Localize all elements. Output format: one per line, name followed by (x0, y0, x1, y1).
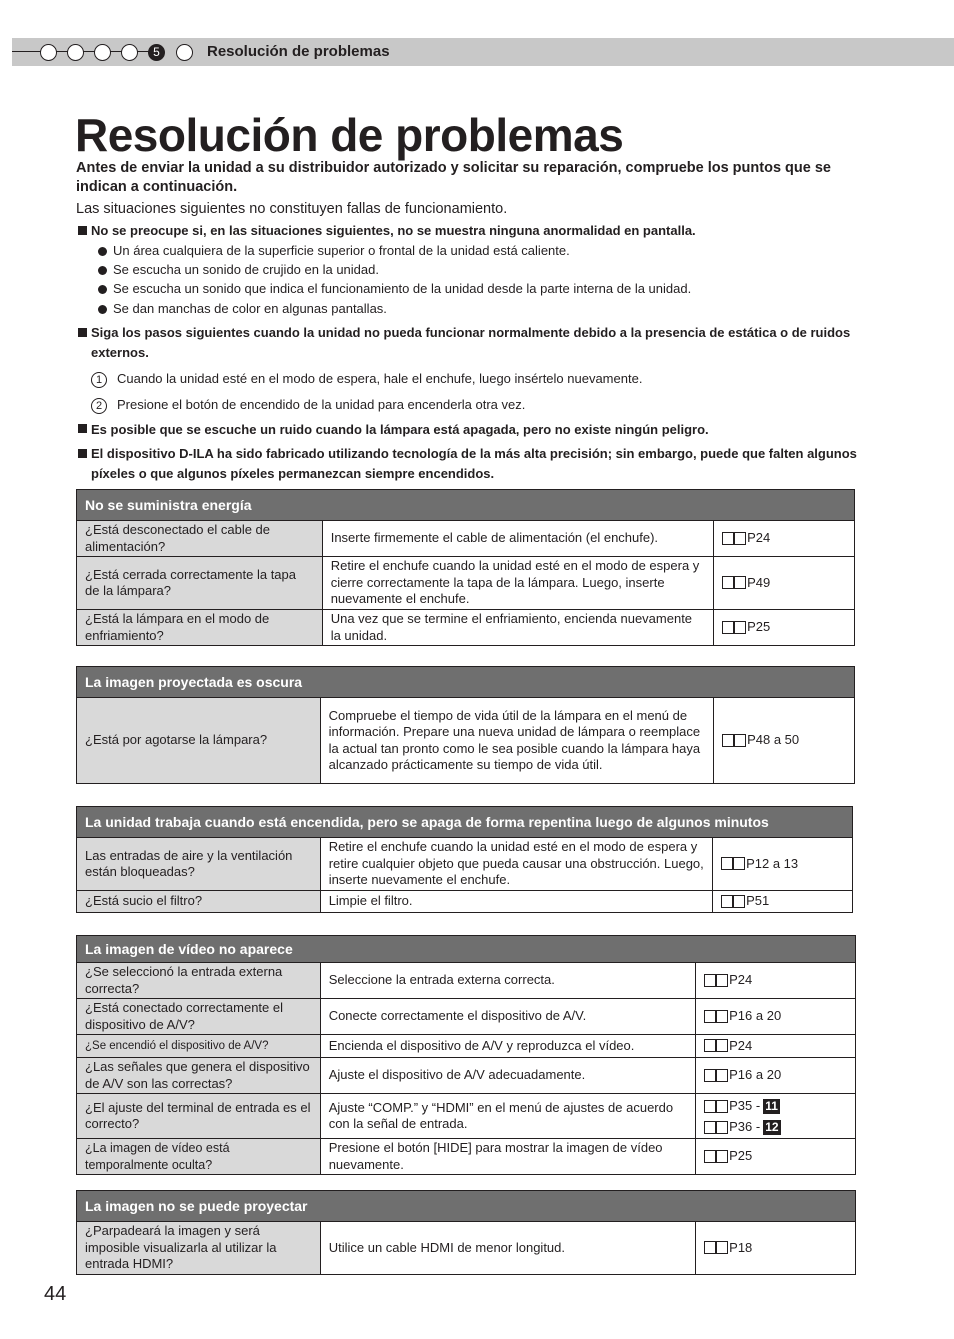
round-bullet-icon (98, 305, 107, 314)
step-number: 1 (91, 372, 107, 388)
table-row (77, 521, 855, 557)
reference-cell (714, 557, 855, 610)
page-reference: P25 (729, 1148, 753, 1164)
table-row (77, 1222, 856, 1275)
table-row (77, 698, 855, 784)
square-bullet-icon (78, 424, 87, 433)
problem-cell: ¿Se seleccionó la entrada externa correcta? (77, 963, 321, 999)
problem-cell: ¿Está conectado correctamente el dispositivo de A/V? (77, 999, 321, 1035)
solution-cell: Ajuste “COMP.” y “HDMI” en el menú de ajustes de acuerdo con la señal de entrada. (320, 1094, 695, 1139)
book-icon (704, 1121, 728, 1133)
problem-cell: ¿Está cerrada correctamente la tapa de la lámpara? (77, 557, 323, 610)
book-icon (704, 1010, 728, 1022)
reference-cell (696, 999, 856, 1035)
step-text: Cuando la unidad esté en el modo de espera, hale el enchufe, luego insértelo nuevamente. (117, 371, 643, 386)
reference-cell (713, 838, 853, 891)
page-reference: P51 (746, 893, 770, 909)
problem-cell: ¿El ajuste del terminal de entrada es el correcto? (77, 1094, 321, 1139)
table-row (77, 963, 856, 999)
table-row (77, 1035, 856, 1058)
note-4: El dispositivo D-ILA ha sido fabricado utilizando tecnología de la más alta precisión; sin embargo, puede que falten algunos píxeles o que algunos píxeles permanezcan siempre encendidos. (91, 446, 857, 481)
book-icon (704, 1069, 728, 1081)
table-row (77, 610, 855, 646)
table-heading: La unidad trabaja cuando está encendida, pero se apaga de forma repentina luego de algunos minutos (77, 807, 853, 838)
page-reference: P24 (747, 530, 771, 546)
book-icon (704, 1100, 728, 1112)
note-3: Es posible que se escuche un ruido cuando la lámpara está apagada, pero no existe ningún peligro. (91, 422, 709, 437)
header-rule (12, 51, 162, 52)
chapter-dot-4 (121, 44, 138, 61)
square-bullet-icon (78, 449, 87, 458)
table-row (77, 1094, 856, 1139)
solution-cell: Utilice un cable HDMI de menor longitud. (320, 1222, 695, 1275)
problem-cell: ¿Está la lámpara en el modo de enfriamiento? (77, 610, 323, 646)
step-number: 2 (91, 398, 107, 414)
page-reference: P16 a 20 (729, 1067, 782, 1083)
solution-cell: Retire el enchufe cuando la unidad esté en el modo de espera y cierre correctamente la tapa de la lámpara. Luego, inserte nuevamente el enchufe. (322, 557, 713, 610)
page-reference: P48 a 50 (747, 732, 800, 748)
reference-cell (714, 521, 855, 557)
table-row (77, 999, 856, 1035)
problem-cell: ¿Las señales que genera el dispositivo de A/V son las correctas? (77, 1058, 321, 1094)
table-row (77, 838, 853, 891)
menu-badge: 12 (765, 1120, 779, 1134)
troubleshooting-table-power (76, 489, 855, 646)
solution-cell: Conecte correctamente el dispositivo de A/V. (320, 999, 695, 1035)
note-1-item: Un área cualquiera de la superficie superior o frontal de la unidad está caliente. (113, 243, 570, 258)
menu-badge: 11 (765, 1099, 778, 1113)
solution-cell: Inserte firmemente el cable de alimentación (el enchufe). (322, 521, 713, 557)
book-icon (704, 974, 728, 986)
round-bullet-icon (98, 247, 107, 256)
table-heading: La imagen proyectada es oscura (77, 667, 855, 698)
table-heading: La imagen no se puede proyectar (77, 1191, 856, 1222)
reference-cell (714, 610, 855, 646)
chapter-dot-6 (176, 44, 193, 61)
table-heading: La imagen de vídeo no aparece (77, 936, 856, 963)
problem-cell: ¿Parpadeará la imagen y será imposible visualizarla al utilizar la entrada HDMI? (77, 1222, 321, 1275)
book-icon (722, 576, 746, 588)
page-reference: P12 a 13 (746, 855, 799, 871)
page-reference: P49 (747, 574, 771, 590)
troubleshooting-table-no-video (76, 935, 856, 1175)
note-1: No se preocupe si, en las situaciones siguientes, no se muestra ninguna anormalidad en pantalla. (91, 223, 696, 238)
chapter-dot-3 (94, 44, 111, 61)
page-reference: P16 a 20 (729, 1008, 782, 1024)
page-reference: P18 (729, 1239, 753, 1255)
book-icon (722, 532, 746, 544)
book-icon (721, 857, 745, 869)
square-bullet-icon (78, 328, 87, 337)
book-icon (722, 621, 746, 633)
round-bullet-icon (98, 266, 107, 275)
reference-cell (714, 698, 855, 784)
reference-cell (713, 891, 853, 913)
page-reference: P24 (729, 972, 753, 988)
section-title: Resolución de problemas (207, 43, 390, 60)
page-reference: P25 (747, 619, 771, 635)
chapter-dot-current: 5 (148, 44, 165, 61)
reference-cell (696, 1222, 856, 1275)
reference-cell (696, 1058, 856, 1094)
solution-cell: Encienda el dispositivo de A/V y reproduzca el vídeo. (320, 1035, 695, 1058)
troubleshooting-table-shutdown (76, 806, 853, 913)
problem-cell: ¿Está por agotarse la lámpara? (77, 698, 321, 784)
book-icon (704, 1150, 728, 1162)
solution-cell: Ajuste el dispositivo de A/V adecuadamente. (320, 1058, 695, 1094)
table-row (77, 891, 853, 913)
reference-cell (696, 1035, 856, 1058)
problem-cell: ¿Se encendió el dispositivo de A/V? (77, 1035, 321, 1058)
troubleshooting-table-no-projection (76, 1190, 856, 1275)
page-reference: P36 - (729, 1119, 761, 1134)
intro-bold-text: Antes de enviar la unidad a su distribuidor autorizado y solicitar su reparación, compruebe los puntos que se indican a continuación. (76, 160, 831, 195)
book-icon (704, 1241, 728, 1253)
reference-cell (696, 1139, 856, 1175)
page-reference: P35 - (729, 1098, 761, 1113)
book-icon (722, 734, 746, 746)
solution-cell: Compruebe el tiempo de vida útil de la lámpara en el menú de información. Prepare una nueva unidad de lámpara o reemplace la actual tan pronto como le sea posible cuando la lámpara haya alcanzado prácticamente su tiempo de vida útil. (320, 698, 713, 784)
page-reference: P24 (729, 1037, 753, 1053)
problem-cell: ¿La imagen de vídeo está temporalmente oculta? (77, 1139, 321, 1175)
table-row (77, 1139, 856, 1175)
page-number: 44 (44, 1283, 67, 1305)
intro-text: Las situaciones siguientes no constituyen fallas de funcionamiento. (76, 201, 508, 217)
chapter-dot-2 (67, 44, 84, 61)
chapter-dot-1 (40, 44, 57, 61)
table-row (77, 557, 855, 610)
solution-cell: Retire el enchufe cuando la unidad esté en el modo de espera y retire cualquier objeto que pueda causar una obstrucción. Luego, inserte nuevamente el enchufe. (320, 838, 712, 891)
reference-cell (696, 1094, 856, 1139)
table-row (77, 1058, 856, 1094)
table-heading: No se suministra energía (77, 490, 855, 521)
round-bullet-icon (98, 285, 107, 294)
book-icon (704, 1039, 728, 1051)
note-1-item: Se dan manchas de color en algunas pantallas. (113, 301, 387, 316)
problem-cell: ¿Está sucio el filtro? (77, 891, 321, 913)
square-bullet-icon (78, 226, 87, 235)
note-1-item: Se escucha un sonido de crujido en la unidad. (113, 262, 379, 277)
solution-cell: Seleccione la entrada externa correcta. (320, 963, 695, 999)
problem-cell: Las entradas de aire y la ventilación están bloqueadas? (77, 838, 321, 891)
reference-cell (696, 963, 856, 999)
solution-cell: Presione el botón [HIDE] para mostrar la imagen de vídeo nuevamente. (320, 1139, 695, 1175)
solution-cell: Limpie el filtro. (320, 891, 712, 913)
note-2: Siga los pasos siguientes cuando la unidad no pueda funcionar normalmente debido a la presencia de estática o de ruidos externos. (91, 325, 851, 360)
troubleshooting-table-dark-image (76, 666, 855, 784)
solution-cell: Una vez que se termine el enfriamiento, encienda nuevamente la unidad. (322, 610, 713, 646)
step-text: Presione el botón de encendido de la unidad para encenderla otra vez. (117, 397, 526, 412)
page-title: Resolución de problemas (75, 109, 624, 161)
note-1-item: Se escucha un sonido que indica el funcionamiento de la unidad desde la parte interna de la unidad. (113, 281, 692, 296)
problem-cell: ¿Está desconectado el cable de alimentación? (77, 521, 323, 557)
book-icon (721, 895, 745, 907)
